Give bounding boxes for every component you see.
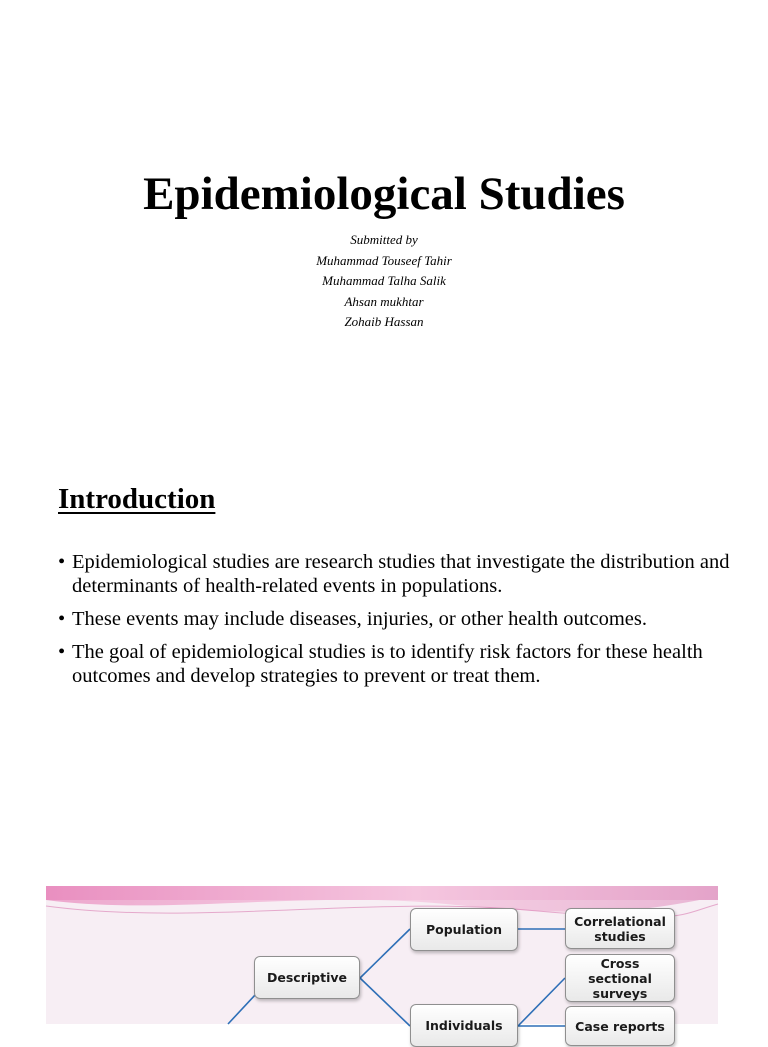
node-individuals: Individuals (410, 1004, 518, 1047)
study-types-diagram-slide (0, 870, 768, 1034)
bullet-icon: • (58, 608, 66, 630)
node-cross-sectional-surveys: Cross sectional surveys (565, 954, 675, 1002)
bullet-item (58, 550, 738, 598)
node-case-reports: Case reports (565, 1006, 675, 1046)
author-name: Muhammad Talha Salik (322, 273, 446, 288)
bullet-icon: • (58, 641, 66, 663)
author-name: Muhammad Touseef Tahir (316, 252, 452, 268)
bullet-text: Epidemiological studies are research studies that investigate the distribution and determinants of health-related events in populations. (72, 551, 730, 597)
presentation-title: Epidemiological Studies (143, 168, 625, 220)
connector-individuals-cross-sectional (518, 978, 565, 1026)
bullet-item (58, 607, 738, 631)
bullet-list (58, 550, 738, 697)
bullet-text: The goal of epidemiological studies is to identify risk factors for these health outcomes and develop strategies to prevent or treat them. (72, 641, 703, 687)
connector-descriptive-population (360, 929, 410, 978)
author-name: Zohaib Hassan (344, 314, 424, 329)
bullet-icon: • (58, 551, 66, 573)
authors-block (0, 230, 768, 333)
node-descriptive: Descriptive (254, 956, 360, 999)
connector-descriptive-left (228, 994, 256, 1024)
submitted-by-label: Submitted by (350, 232, 418, 247)
bullet-item (58, 640, 738, 688)
node-correlational-studies: Correlational studies (565, 908, 675, 949)
introduction-heading: Introduction (58, 483, 216, 515)
study-types-diagram (46, 886, 718, 1034)
node-population: Population (410, 908, 518, 951)
author-name: Ahsan mukhtar (344, 293, 424, 309)
introduction-slide (0, 430, 768, 870)
bullet-text: These events may include diseases, injuries, or other health outcomes. (72, 608, 647, 630)
connector-descriptive-individuals (360, 978, 410, 1026)
title-slide (0, 0, 768, 430)
